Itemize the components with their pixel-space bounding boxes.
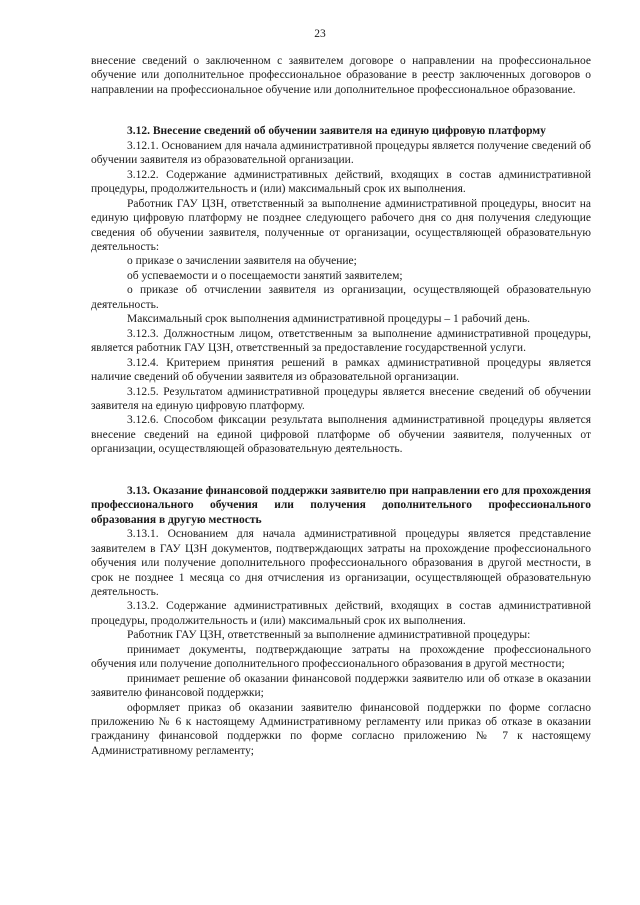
paragraph-3-12-6: 3.12.6. Способом фиксации результата выполнения административной процедуры является внесение сведений на единой цифровой платформе об обучении заявителя, полученных от организации, осуществляющей образовательную деятельность. <box>91 414 591 456</box>
section-heading-3-12: 3.12. Внесение сведений об обучении заявителя на единую цифровую платформу <box>127 125 546 138</box>
paragraph-3-12-2: 3.12.2. Содержание административных действий, входящих в состав административной процедуры, продолжительность и (или) максимальный срок их выполнения. <box>91 168 591 196</box>
paragraph-3-13-1: 3.13.1. Основанием для начала административной процедуры является представление заявителем в ГАУ ЦЗН документов, подтверждающих затраты на прохождение профессионального обучения или получение дополнительного профессионального образования в другой местности, в срок не позднее 1 месяца со дня отчисления из организации, осуществляющей образовательную деятельность. <box>91 528 591 598</box>
paragraph: Работник ГАУ ЦЗН, ответственный за выполнение административной процедуры: <box>127 629 531 642</box>
page-number: 23 <box>314 28 326 40</box>
paragraph-3-12-5: 3.12.5. Результатом административной процедуры является внесение сведений об обучении заявителя на единую цифровую платформу. <box>91 385 591 412</box>
list-item: принимает документы, подтверждающие затраты на прохождение профессионального обучения или получение дополнительного профессионального образования в другой местности; <box>91 643 591 671</box>
list-item: об успеваемости и о посещаемости занятий заявителем; <box>127 269 403 282</box>
paragraph-3-12-1: 3.12.1. Основанием для начала административной процедуры является получение сведений об обучении заявителя из образовательной организации. <box>91 139 591 167</box>
paragraph-3-13-2: 3.13.2. Содержание административных действий, входящих в состав административной процедуры, продолжительность и (или) максимальный срок их выполнения. <box>91 600 591 627</box>
section-heading-3-13: 3.13. Оказание финансовой поддержки заявителю при направлении его для прохождения профессионального обучения или получения дополнительного профессионального образования в другую местность <box>91 484 592 526</box>
list-item: о приказе об отчислении заявителя из организации, осуществляющей образовательную деятельность. <box>91 284 591 311</box>
paragraph: Работник ГАУ ЦЗН, ответственный за выполнение административной процедуры, вносит на единую цифровую платформу не позднее следующего рабочего дня со дня получения следующие сведения об обучении заявителя, полученные от организации, осуществляющей образовательную деятельность: <box>91 197 591 253</box>
page-body <box>91 54 591 758</box>
paragraph: Максимальный срок выполнения административной процедуры – 1 рабочий день. <box>127 313 531 326</box>
paragraph: внесение сведений о заключенном с заявителем договоре о направлении на профессиональное обучение или дополнительное профессиональное образование в реестр заключенных договоров о направлении на профессиональное обучение или дополнительное профессиональное образование. <box>91 55 591 96</box>
paragraph-3-12-3: 3.12.3. Должностным лицом, ответственным за выполнение административной процедуры, является работник ГАУ ЦЗН, ответственный за предоставление государственной услуги. <box>91 327 591 355</box>
list-item: принимает решение об оказании финансовой поддержки заявителю или об отказе в оказании заявителю финансовой поддержки; <box>91 672 591 700</box>
list-item: о приказе о зачислении заявителя на обучение; <box>127 255 357 268</box>
list-item: оформляет приказ об оказании заявителю финансовой поддержки по форме согласно приложению № 6 к настоящему Административному регламенту или приказ об отказе в оказании гражданину финансовой поддержки по форме согласно приложению № 7 к настоящему Административному регламенту; <box>91 701 591 757</box>
paragraph-3-12-4: 3.12.4. Критерием принятия решений в рамках административной процедуры является наличие сведений об обучении заявителя из образовательной организации. <box>91 356 591 384</box>
